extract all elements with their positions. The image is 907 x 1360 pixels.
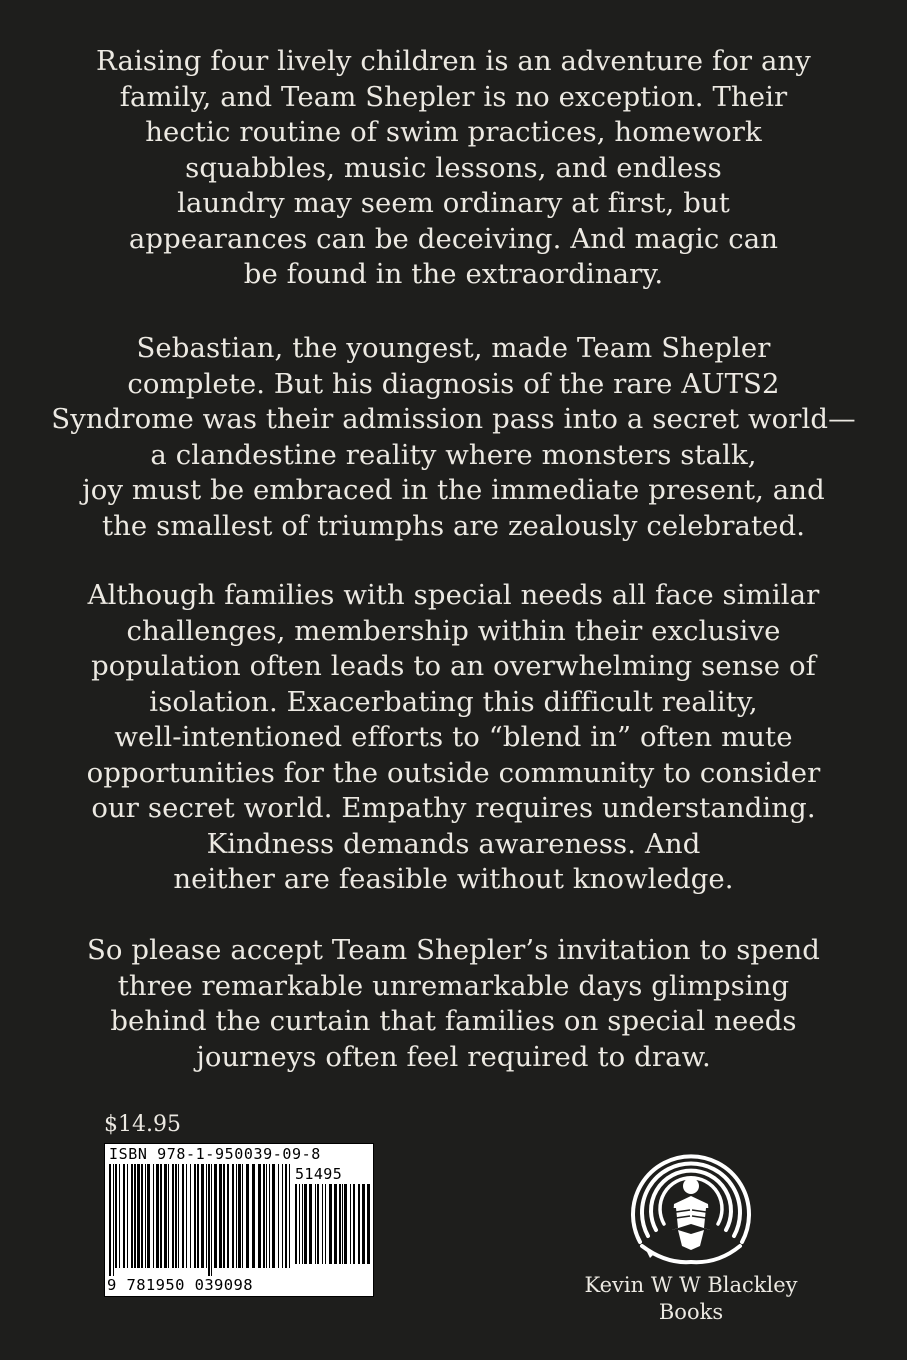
price-label: $14.95 <box>104 1112 181 1137</box>
barcode-bar <box>172 1164 174 1268</box>
blurb-line: Although families with special needs all face similar <box>87 579 820 611</box>
blurb-line: three remarkable unremarkable days glimpsing <box>117 969 790 1002</box>
barcode-bar <box>178 1164 179 1268</box>
barcode-bar <box>109 1164 111 1276</box>
blurb-line: complete. But his diagnosis of the rare AUTS2 <box>127 367 780 400</box>
barcode-bar <box>206 1164 207 1268</box>
barcode-bars <box>109 1164 293 1276</box>
barcode-bar <box>325 1184 326 1264</box>
barcode-bar <box>285 1164 287 1268</box>
barcode-bar <box>201 1164 204 1268</box>
blurb-line: appearances can be deceiving. And magic can <box>128 222 779 255</box>
barcode-bar <box>269 1164 270 1268</box>
barcode-bar <box>145 1164 146 1268</box>
barcode-bar <box>127 1164 128 1268</box>
blurb-line: population often leads to an overwhelming sense of <box>91 650 816 682</box>
barcode-bar <box>278 1164 279 1268</box>
barcode-bar <box>334 1184 337 1264</box>
barcode-bar <box>272 1164 275 1268</box>
barcode-bar <box>123 1164 125 1268</box>
barcode-digits: 9 781950 039098 <box>107 1276 253 1294</box>
barcode-bar <box>342 1184 343 1264</box>
barcode-bar <box>223 1164 225 1268</box>
blurb-paragraph-2 <box>30 331 877 544</box>
barcode-bar <box>119 1164 120 1268</box>
barcode-bar <box>367 1184 370 1264</box>
blurb-line: well-intentioned efforts to “blend in” often mute <box>114 721 793 753</box>
blurb-line: squabbles, music lessons, and endless <box>185 151 722 184</box>
barcode-price-code: 51495 <box>295 1165 343 1183</box>
barcode-bar <box>309 1184 312 1264</box>
barcode-bar <box>282 1164 283 1268</box>
barcode-bar <box>153 1164 154 1268</box>
barcode-bar <box>219 1164 222 1268</box>
barcode-bar <box>362 1184 365 1264</box>
barcode-bar <box>258 1164 261 1268</box>
blurb-line: hectic routine of swim practices, homework <box>145 116 762 148</box>
blurb-line: Kindness demands awareness. And <box>206 827 701 860</box>
publisher-name-line2: Books <box>658 1300 724 1324</box>
barcode-bar <box>299 1184 300 1264</box>
blurb-paragraph-3 <box>30 578 877 898</box>
barcode-bar <box>137 1164 140 1268</box>
barcode-bar <box>175 1164 177 1268</box>
barcode-bar <box>168 1164 169 1268</box>
barcode-addon-bars <box>295 1184 371 1272</box>
barcode-bar <box>266 1164 267 1268</box>
barcode-bar <box>302 1184 303 1264</box>
barcode-bar <box>147 1164 150 1268</box>
barcode-bar <box>197 1164 199 1268</box>
barcode-bar <box>131 1164 133 1268</box>
barcode-bar <box>329 1184 332 1264</box>
barcode-bar <box>295 1184 297 1264</box>
blurb-line: isolation. Exacerbating this difficult reality, <box>149 685 758 718</box>
blurb-line: a clandestine reality where monsters stalk, <box>150 438 757 471</box>
barcode-bar <box>141 1164 143 1268</box>
barcode-bar <box>156 1164 159 1268</box>
barcode-bar <box>353 1184 355 1264</box>
barcode-bar <box>236 1164 237 1268</box>
blurb-line: neither are feasible without knowledge. <box>173 863 734 895</box>
barcode-bar <box>317 1184 319 1264</box>
blurb-line: Sebastian, the youngest, made Team Shepler <box>136 332 771 364</box>
barcode-bar <box>182 1164 184 1268</box>
blurb-line: journeys often feel required to draw. <box>196 1040 711 1073</box>
barcode-bar <box>160 1164 162 1268</box>
barcode-bar <box>194 1164 196 1268</box>
blurb-line: So please accept Team Shepler’s invitation to spend <box>86 934 821 966</box>
barcode-bar <box>339 1184 341 1264</box>
blurb-paragraph-4 <box>30 933 877 1075</box>
blurb-line: the smallest of triumphs are zealously celebrated. <box>101 509 806 542</box>
blurb-line: be found in the extraordinary. <box>243 258 664 290</box>
blurb-line: Raising four lively children is an adventure for any <box>96 45 811 77</box>
barcode-bar <box>263 1164 265 1268</box>
barcode-bar <box>350 1184 351 1264</box>
blurb-line: family, and Team Shepler is no exception. Their <box>119 80 788 113</box>
barcode-bar <box>252 1164 255 1268</box>
blurb-line: challenges, membership within their exclusive <box>126 614 781 647</box>
barcode-bar <box>322 1184 323 1264</box>
barcode-bar <box>190 1164 191 1268</box>
barcode-bar <box>164 1164 167 1268</box>
isbn-label: ISBN 978-1-950039-09-8 <box>109 1145 321 1163</box>
barcode-bar <box>134 1164 136 1268</box>
barcode-bar <box>227 1164 229 1268</box>
barcode-bar <box>238 1164 241 1268</box>
barcode-bar <box>113 1164 114 1276</box>
publisher-name <box>560 1272 822 1326</box>
barcode-bar <box>214 1164 217 1268</box>
barcode-bar <box>344 1184 347 1264</box>
barcode-bar <box>115 1164 117 1268</box>
blurb-line: opportunities for the outside community to consider <box>86 756 821 789</box>
blurb-line: joy must be embraced in the immediate present, and <box>82 474 825 506</box>
blurb-line: laundry may seem ordinary at first, but <box>177 187 730 219</box>
publisher-logo-icon <box>606 1138 776 1268</box>
barcode-bar <box>304 1184 307 1264</box>
blurb-paragraph-1 <box>30 44 877 293</box>
barcode-bar <box>289 1164 290 1268</box>
barcode-bar <box>315 1184 316 1264</box>
isbn-barcode <box>104 1143 374 1297</box>
barcode-bar <box>232 1164 234 1268</box>
barcode-bar <box>186 1164 187 1268</box>
barcode-bar <box>358 1184 360 1264</box>
barcode-bar <box>208 1164 210 1276</box>
blurb-line: our secret world. Empathy requires understanding. <box>91 792 816 824</box>
blurb-line: Syndrome was their admission pass into a secret world— <box>51 403 856 435</box>
barcode-bar <box>246 1164 249 1268</box>
publisher-name-line1: Kevin W W Blackley <box>584 1273 798 1297</box>
barcode-bar <box>211 1164 212 1276</box>
blurb-line: behind the curtain that families on special needs <box>110 1005 797 1037</box>
barcode-bar <box>242 1164 243 1268</box>
